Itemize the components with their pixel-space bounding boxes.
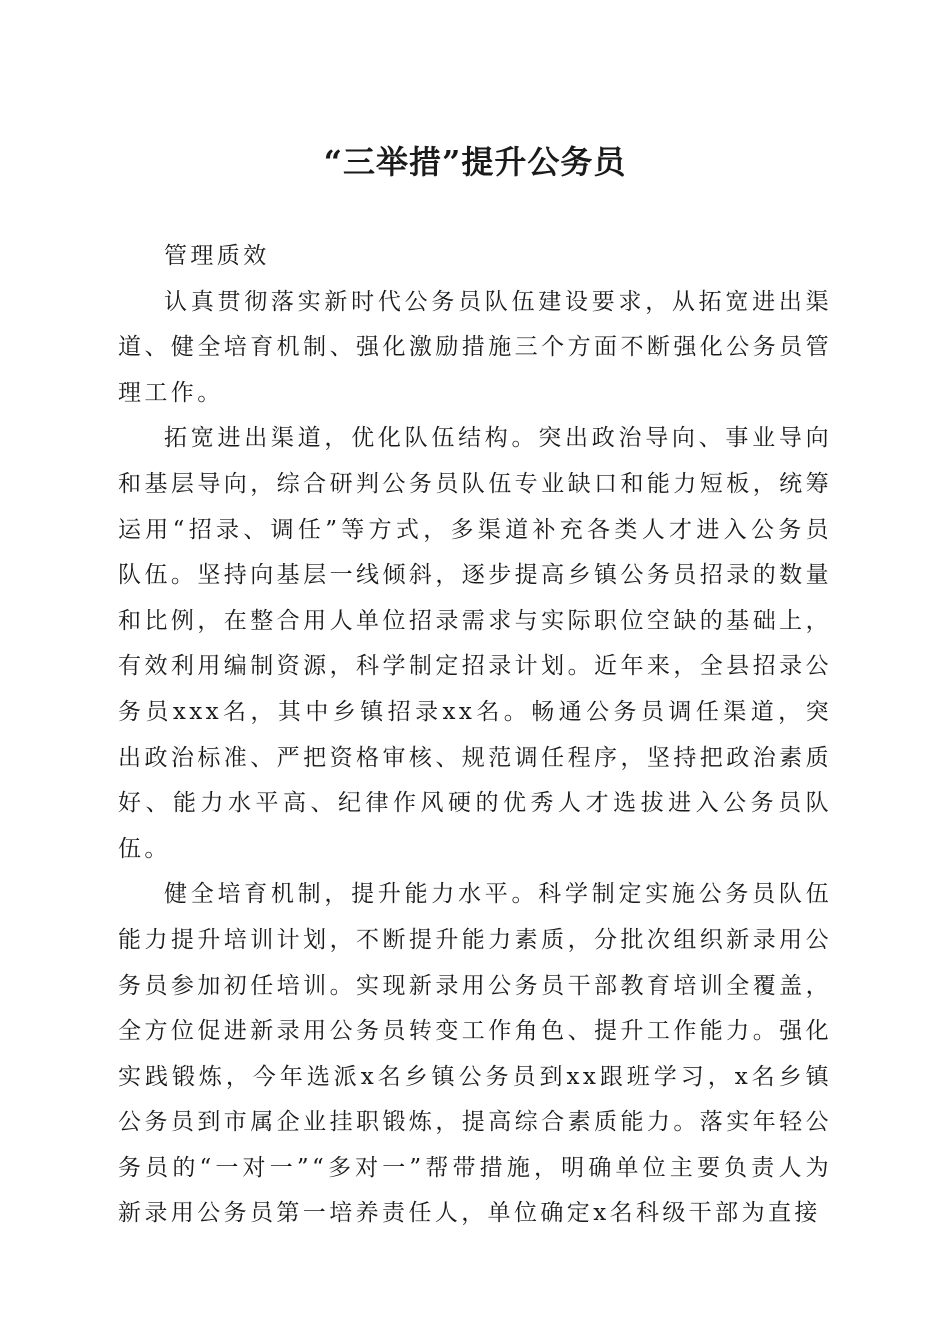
paragraph-training: 健全培育机制，提升能力水平。科学制定实施公务员队伍能力提升培训计划，不断提升能力素质，分批次组织新录用公务员参加初任培训。实现新录用公务员干部教育培训全覆盖，全方位促进新录用公务员转变工作角色、提升工作能力。强化实践锻炼，今年选派x名乡镇公务员到xx跟班学习，x名乡镇公务员到市属企业挂职锻炼，提高综合素质能力。落实年轻公务员的“一对一”“多对一”帮带措施，明确单位主要负责人为新录用公务员第一培养责任人，单位确定x名科级干部为直接 bbox=[118, 881, 832, 1227]
document-title: “三举措”提升公务员 bbox=[323, 143, 627, 181]
document-body bbox=[118, 234, 832, 1237]
paragraph-channels: 拓宽进出渠道，优化队伍结构。突出政治导向、事业导向和基层导向，综合研判公务员队伍专业缺口和能力短板，统筹运用“招录、调任”等方式，多渠道补充各类人才进入公务员队伍。坚持向基层一线倾斜，逐步提高乡镇公务员招录的数量和比例，在整合用人单位招录需求与实际职位空缺的基础上，有效利用编制资源，科学制定招录计划。近年来，全县招录公务员xxx名，其中乡镇招录xx名。畅通公务员调任渠道，突出政治标准、严把资格审核、规范调任程序，坚持把政治素质好、能力水平高、纪律作风硬的优秀人才选拔进入公务员队伍。 bbox=[118, 425, 832, 862]
paragraph-subtitle: 管理质效 bbox=[164, 243, 270, 269]
paragraph-intro: 认真贯彻落实新时代公务员队伍建设要求，从拓宽进出渠道、健全培育机制、强化激励措施三个方面不断强化公务员管理工作。 bbox=[118, 288, 832, 406]
